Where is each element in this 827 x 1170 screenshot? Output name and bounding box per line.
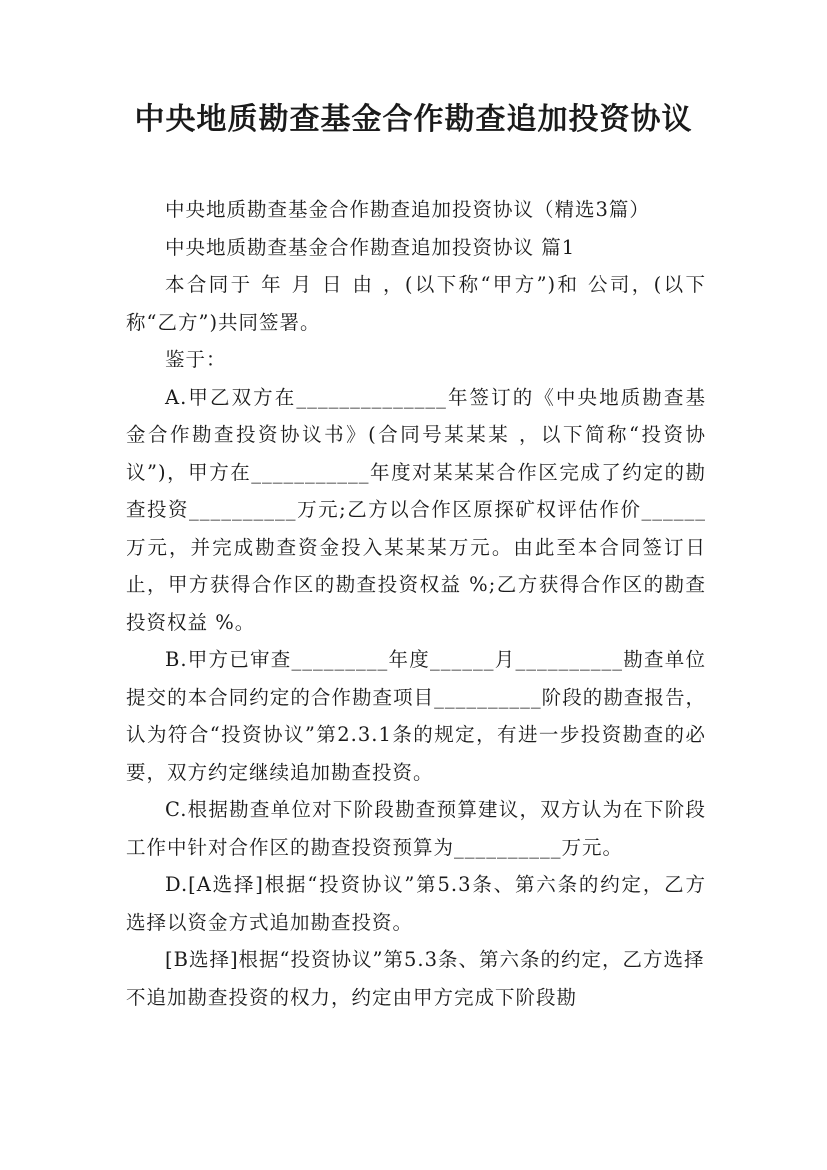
paragraph-clause-a: A.甲乙双方在______________年签订的《中央地质勘查基金合作勘查投资协议书》(合同号某某某 ，以下简称“投资协议”)，甲方在___________年度对某某某合作区完成了约定的勘查投资__________万元;乙方以合作区原探矿权评估作价______万元，并完成勘查资金投入某某某万元。由此至本合同签订日止，甲方获得合作区的勘查投资权益 %;乙方获得合作区的勘查投资权益 %。 (126, 385, 706, 634)
document-body (126, 191, 706, 1016)
paragraph-clause-c: C.根据勘查单位对下阶段勘查预算建议，双方认为在下阶段工作中针对合作区的勘查投资预算为__________万元。 (126, 798, 706, 859)
paragraph-subtitle: 中央地质勘查基金合作勘查追加投资协议（精选3篇） (165, 198, 650, 221)
paragraph-section-heading: 中央地质勘查基金合作勘查追加投资协议 篇1 (165, 235, 576, 259)
paragraph-contract-intro: 本合同于 年 月 日 由 ，(以下称“甲方”)和 公司，(以下称“乙方”)共同签署。 (126, 273, 706, 334)
document-title: 中央地质勘查基金合作勘查追加投资协议 (134, 102, 693, 137)
paragraph-clause-d-option-b: [B选择]根据“投资协议”第5.3条、第六条的约定，乙方选择不追加勘查投资的权力，约定由甲方完成下阶段勘 (126, 948, 705, 1009)
paragraph-whereas: 鉴于： (165, 348, 227, 371)
paragraph-clause-b: B.甲方已审查_________年度______月__________勘查单位提交的本合同约定的合作勘查项目__________阶段的勘查报告，认为符合“投资协议”第2.3.1条的规定，有进一步投资勘查的必要，双方约定继续追加勘查投资。 (126, 648, 706, 784)
paragraph-clause-d-option-a: D.[A选择]根据“投资协议”第5.3条、第六条的约定，乙方选择以资金方式追加勘查投资。 (126, 873, 706, 934)
